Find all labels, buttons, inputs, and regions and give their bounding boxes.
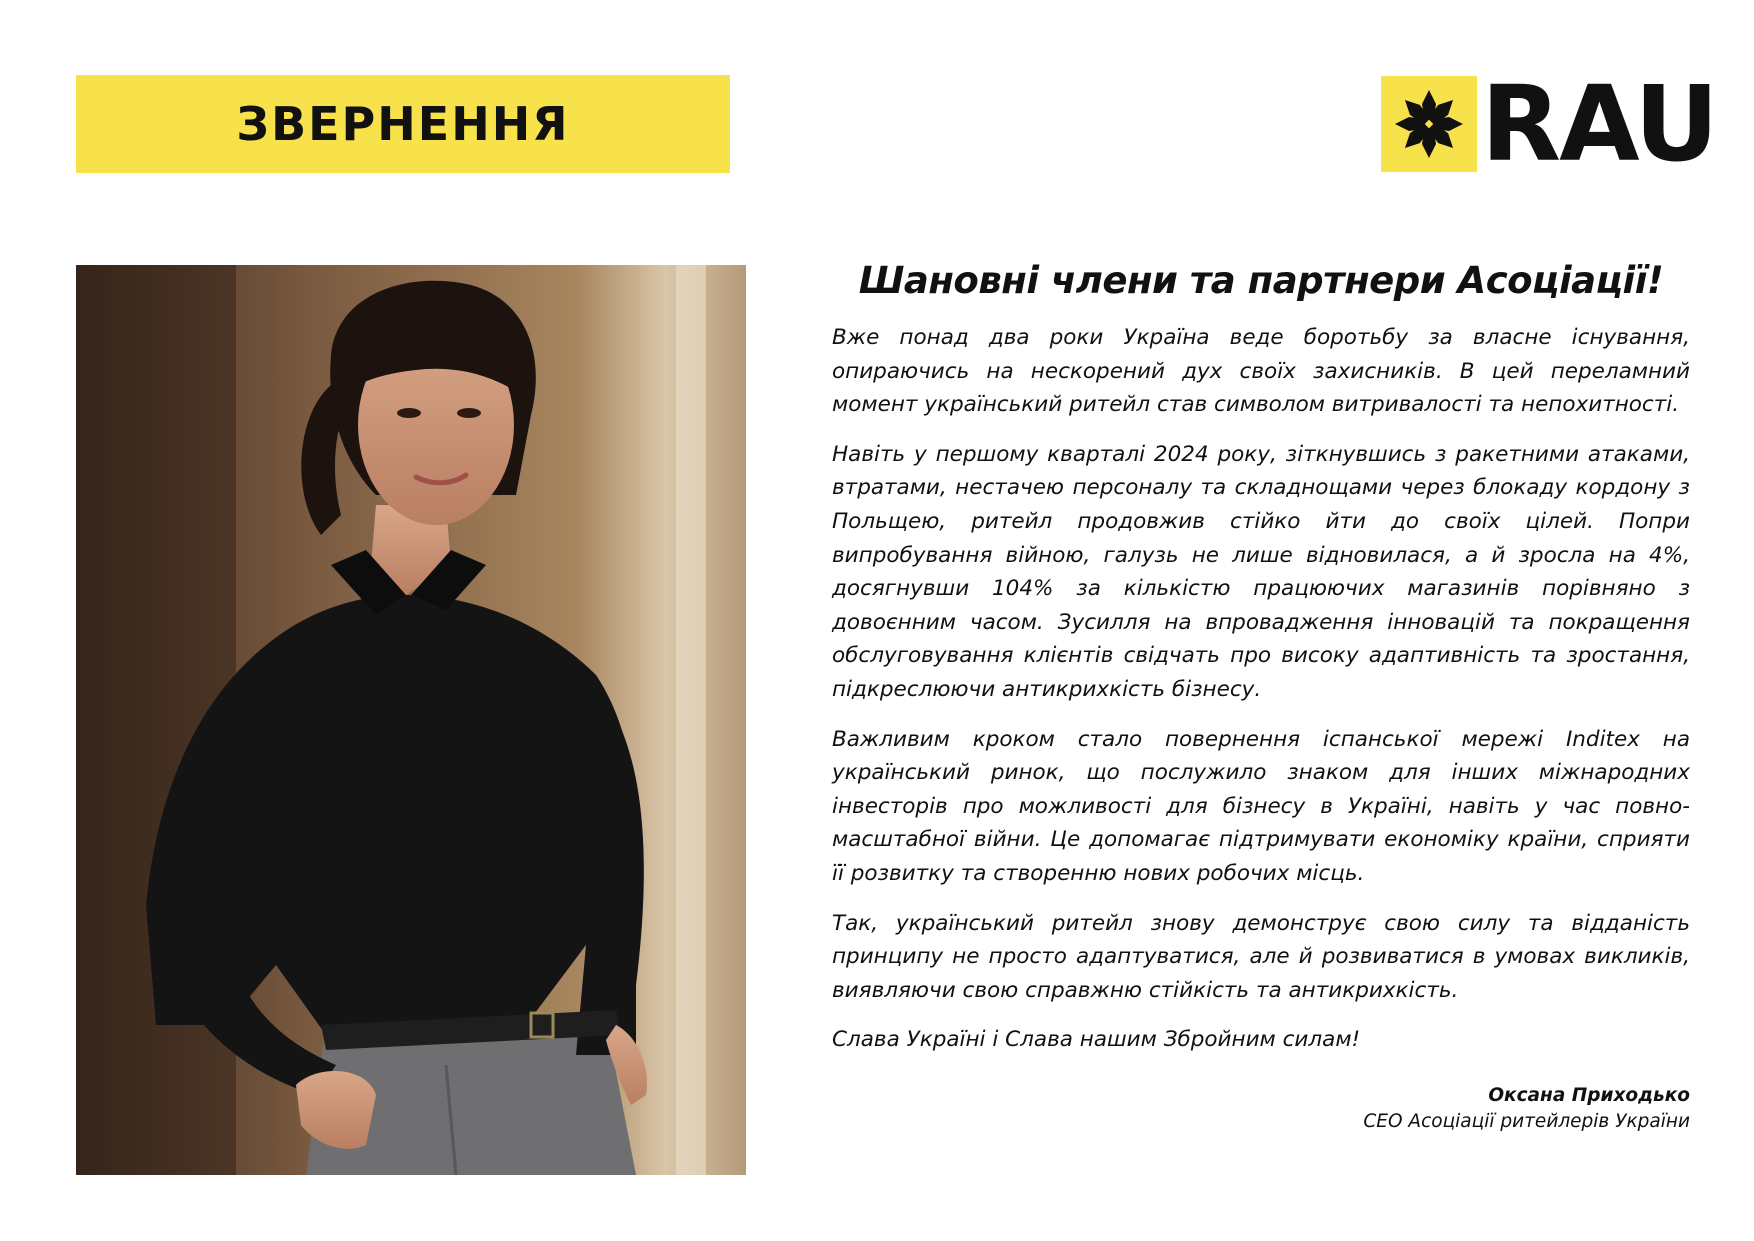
letter-paragraph-1: Вже понад два роки Україна веде боротьбу за власне існування, опираючись на нескорений дух своїх захисників. В цей переламний момент український ритейл став символом витривалості та непохитності.: [832, 325, 1690, 418]
letter-paragraph-3: Важливим кроком стало повернення іспанської мережі Inditex на український ринок, що послужило знаком для інших міжнародних інвесторів про можливості для бізнесу в Україні, навіть у час повно-масштабної війни. Це допомагає підтримувати економіку країни, сприяти її розвитку та створенню нових робочих місць.: [832, 726, 1690, 886]
rau-logo: [1381, 63, 1717, 185]
portrait-photo: [76, 265, 746, 1175]
letter-slogan: Слава Україні і Слава нашим Збройним силам!: [832, 1027, 1361, 1053]
letter-paragraph-4: Так, український ритейл знову демонструє свою силу та відданість принципу не просто адаптуватися, але й розвиватися в умовах викликів, виявляючи свою справжню стійкість та антикрихкість.: [832, 910, 1690, 1003]
letter-body: [832, 255, 1690, 1135]
signature-role: CEO Асоціації ритейлерів України: [1363, 1110, 1690, 1132]
header-tag: [76, 75, 730, 173]
logo-wordmark: RAU: [1481, 63, 1717, 185]
star-ornament-icon: [1381, 76, 1477, 172]
header-title: ЗВЕРНЕННЯ: [236, 97, 570, 151]
letter-greeting: Шановні члени та партнери Асоціації!: [858, 259, 1664, 302]
letter-paragraph-2: Навіть у першому кварталі 2024 року, зіткнувшись з ракетними атаками, втратами, нестачею персоналу та складнощами через блокаду кордону з Польщею, ритейл продовжив стійко йти до своїх цілей. Попри випробування війною, галузь не лише відновилася, а й зросла на 4%, досягнувши 104% за кількістю працюючих магазинів порівняно з довоєнним часом. Зусилля на впровадження інновацій та покращення обслуговування клієнтів свідчать про високу адаптивність та зростання, підкреслюючи антикрихкість бізнесу.: [832, 441, 1690, 702]
signature-name: Оксана Приходько: [1488, 1084, 1690, 1106]
signature-block: [832, 1083, 1690, 1135]
